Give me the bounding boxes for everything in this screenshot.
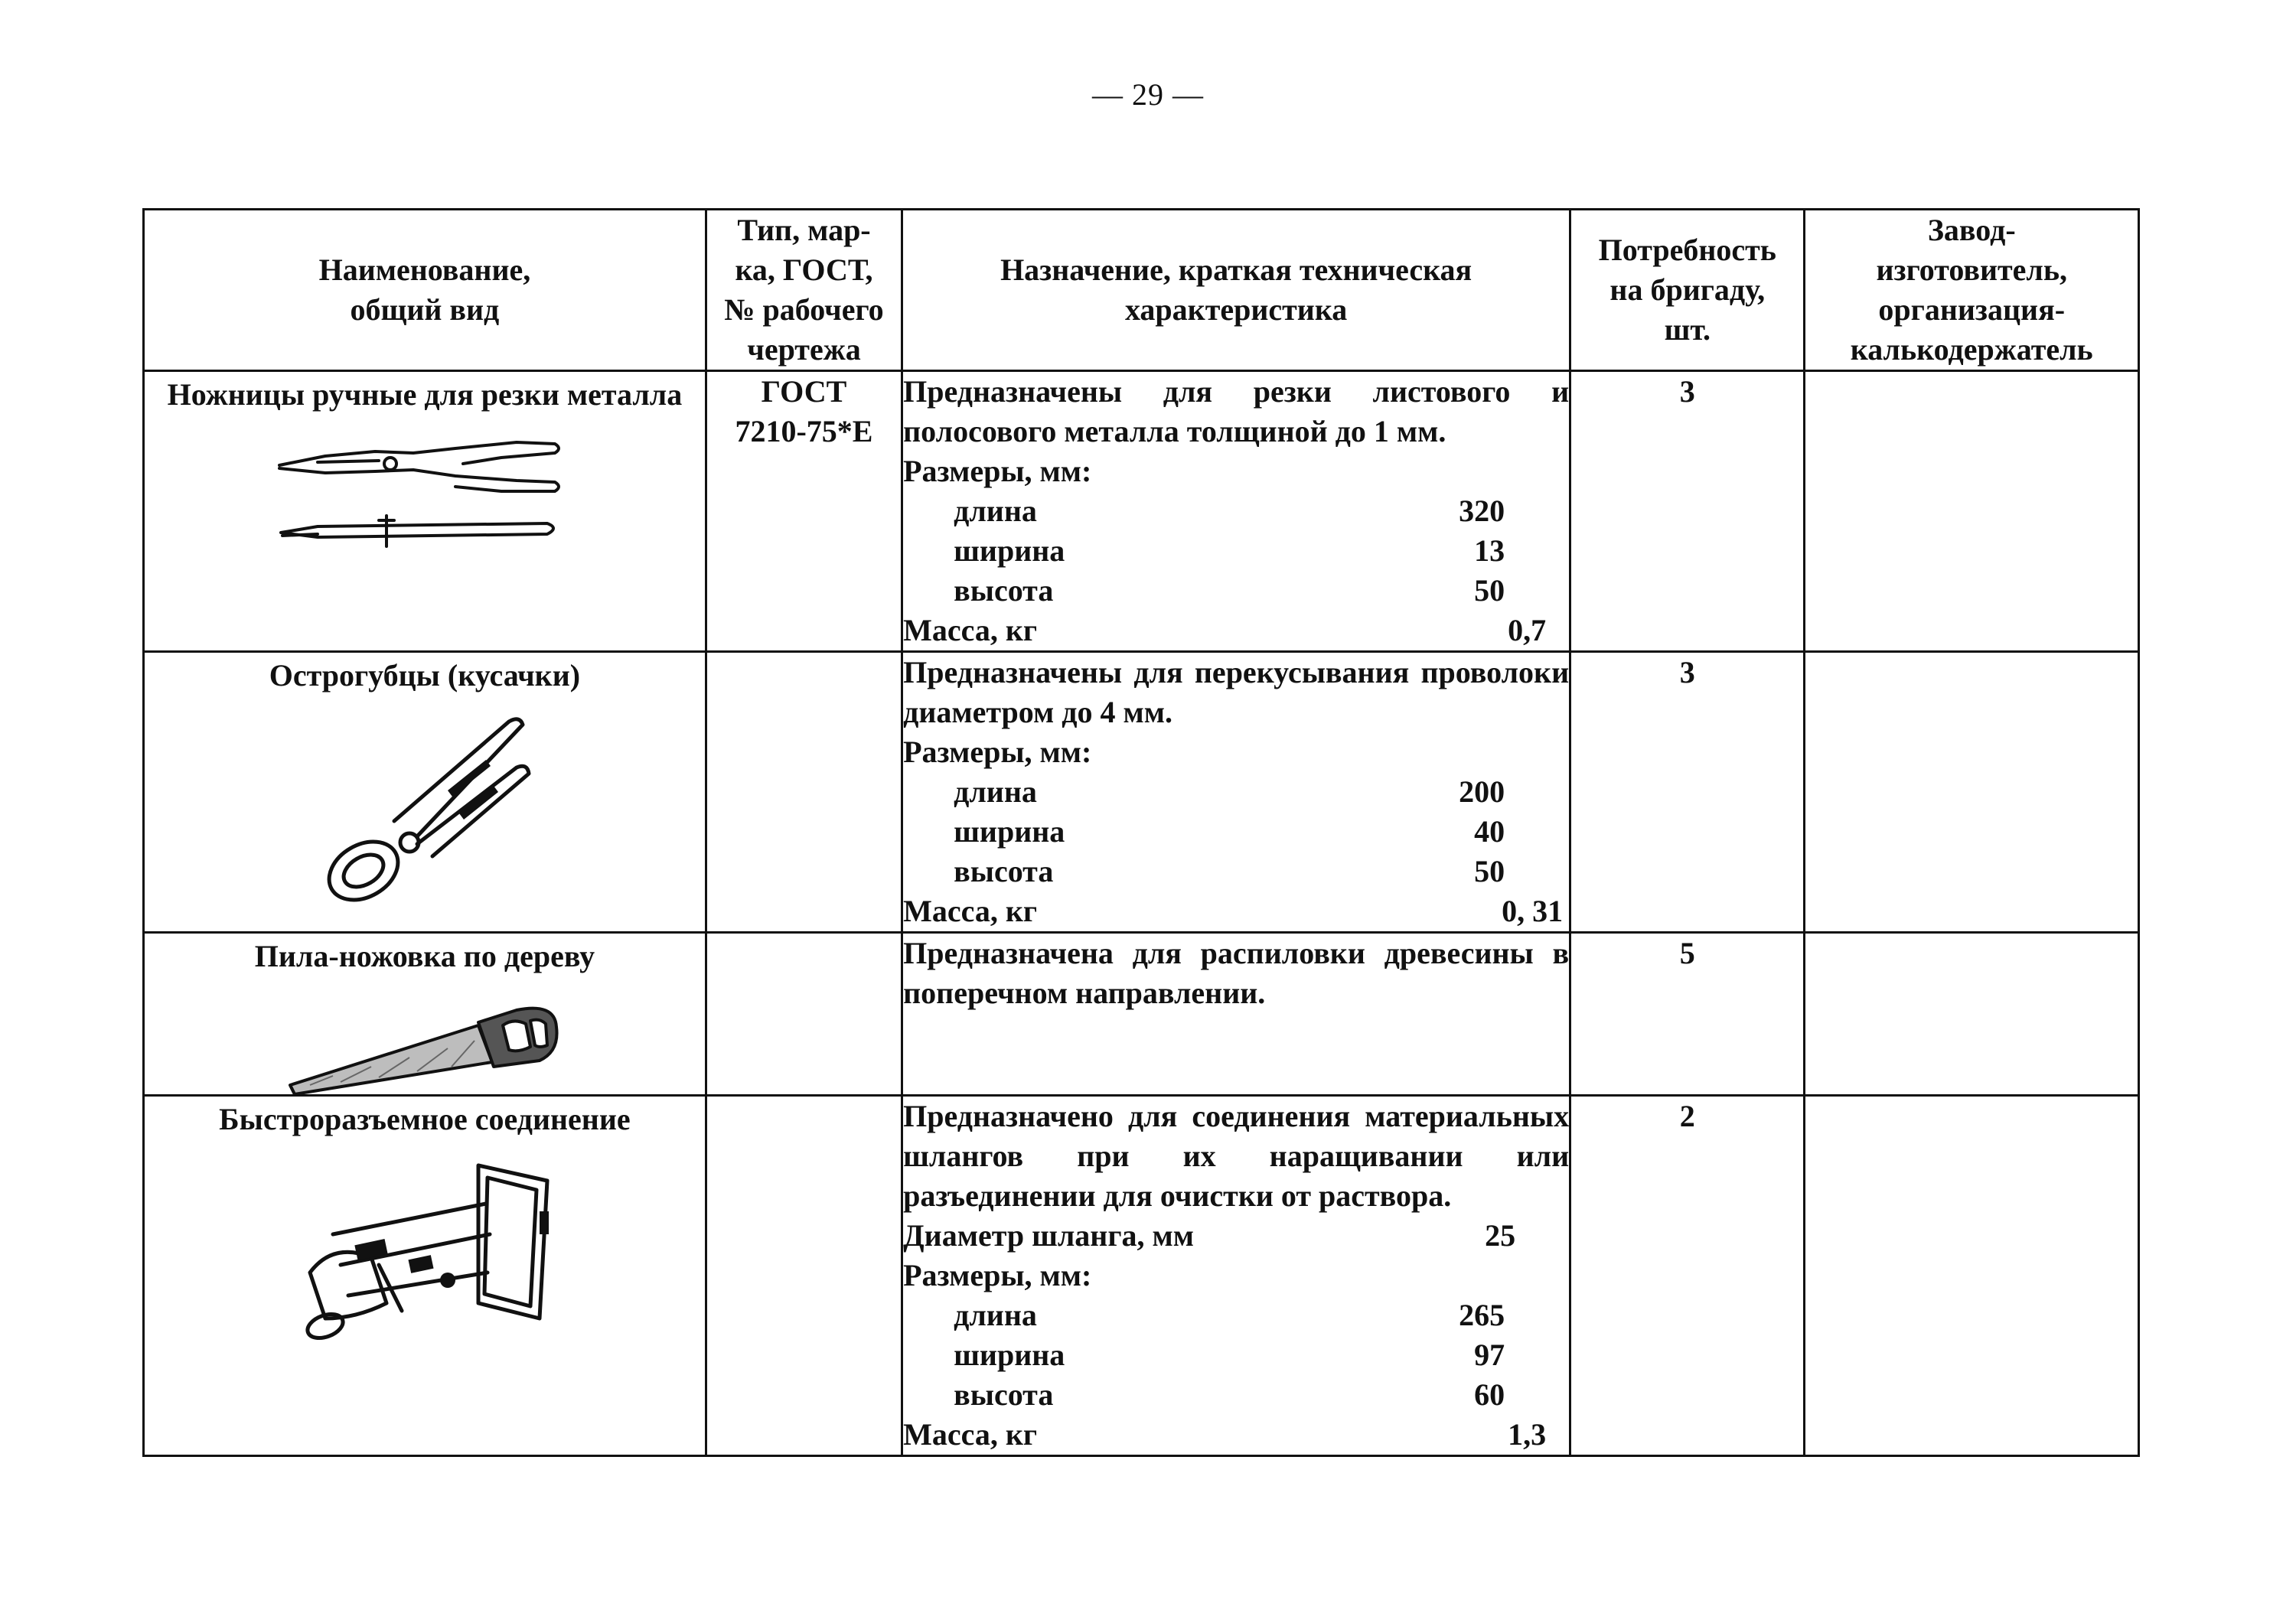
cell-description <box>902 652 1570 933</box>
equipment-table <box>142 208 2140 1457</box>
table-row-cutters <box>144 652 2139 933</box>
length-label: длина <box>954 494 1037 528</box>
height-label: высота <box>954 1377 1054 1412</box>
diameter-line <box>903 1216 1569 1256</box>
cell-type <box>706 1096 902 1456</box>
sizes-label: Размеры, мм: <box>903 454 1092 488</box>
cell-type <box>706 652 902 933</box>
table-row-coupling <box>144 1096 2139 1456</box>
width-line <box>903 812 1569 852</box>
sizes-label: Размеры, мм: <box>903 1258 1092 1292</box>
height-value: 50 <box>1474 854 1505 888</box>
cell-manufacturer <box>1805 1096 2139 1456</box>
cell-name <box>144 933 706 1096</box>
cell-manufacturer <box>1805 652 2139 933</box>
cell-need: 2 <box>1570 1096 1805 1456</box>
item-name: Ножницы ручные для резки металла <box>167 377 683 412</box>
quick-coupling-illustration <box>287 1150 563 1349</box>
length-value: 200 <box>1459 774 1505 809</box>
cell-description <box>902 371 1570 652</box>
height-value: 50 <box>1474 573 1505 608</box>
width-label: ширина <box>954 814 1065 849</box>
width-label: ширина <box>954 1338 1065 1372</box>
mass-line <box>903 1415 1569 1455</box>
cell-need: 3 <box>1570 371 1805 652</box>
cell-type: ГОСТ 7210-75*Е <box>706 371 902 652</box>
width-label: ширина <box>954 533 1065 568</box>
description-text: Предназначены для перекусывания проволоки диаметром до 4 мм. <box>903 655 1570 729</box>
hand-saw-illustration <box>287 987 563 1094</box>
table-row-saw <box>144 933 2139 1096</box>
item-name: Острогубцы (кусачки) <box>269 658 581 693</box>
width-line <box>903 1335 1569 1375</box>
height-line <box>903 571 1569 611</box>
mass-label: Масса, кг <box>903 613 1038 647</box>
header-manufacturer: Завод- изготовитель, организация- калькодержатель <box>1805 210 2139 371</box>
header-need: Потребность на бригаду, шт. <box>1570 210 1805 371</box>
width-value: 40 <box>1474 814 1505 849</box>
description-text: Предназначена для распиловки древесины в поперечном направлении. <box>903 936 1570 1010</box>
cell-name <box>144 652 706 933</box>
description-text: Предназначено для соединения материальных шлангов при их наращивании или разъединении для очистки от раствора. <box>903 1099 1570 1213</box>
length-label: длина <box>954 774 1037 809</box>
header-description: Назначение, краткая техническая характеристика <box>902 210 1570 371</box>
cell-need: 3 <box>1570 652 1805 933</box>
cell-description <box>902 1096 1570 1456</box>
mass-line <box>903 891 1569 931</box>
cell-need: 5 <box>1570 933 1805 1096</box>
height-line <box>903 852 1569 891</box>
length-value: 320 <box>1459 494 1505 528</box>
metal-shears-illustration <box>272 425 578 556</box>
end-cutting-pliers-illustration <box>302 706 547 905</box>
width-line <box>903 531 1569 571</box>
height-line <box>903 1375 1569 1415</box>
cell-description <box>902 933 1570 1096</box>
table-header-row <box>144 210 2139 371</box>
length-line <box>903 491 1569 531</box>
cell-type <box>706 933 902 1096</box>
mass-value: 0,7 <box>1508 613 1547 647</box>
cell-name <box>144 371 706 652</box>
cell-name <box>144 1096 706 1456</box>
diameter-value: 25 <box>1485 1218 1516 1253</box>
cell-manufacturer <box>1805 371 2139 652</box>
header-name: Наименование, общий вид <box>144 210 706 371</box>
width-value: 13 <box>1474 533 1505 568</box>
mass-value: 1,3 <box>1508 1417 1547 1452</box>
page-number: — 29 — <box>1092 77 1204 112</box>
description-text: Предназначены для резки листового и полосового металла толщиной до 1 мм. <box>903 374 1570 448</box>
mass-line <box>903 611 1569 650</box>
sizes-label: Размеры, мм: <box>903 735 1092 769</box>
diameter-label: Диаметр шланга, мм <box>903 1218 1194 1253</box>
length-line <box>903 1295 1569 1335</box>
mass-label: Масса, кг <box>903 894 1038 928</box>
mass-value: 0, 31 <box>1502 894 1564 928</box>
height-value: 60 <box>1474 1377 1505 1412</box>
length-value: 265 <box>1459 1298 1505 1332</box>
mass-label: Масса, кг <box>903 1417 1038 1452</box>
item-name: Быстроразъемное соединение <box>219 1102 631 1136</box>
header-type: Тип, мар- ка, ГОСТ, № рабочего чертежа <box>706 210 902 371</box>
height-label: высота <box>954 573 1054 608</box>
height-label: высота <box>954 854 1054 888</box>
cell-manufacturer <box>1805 933 2139 1096</box>
table-row-shears <box>144 371 2139 652</box>
length-label: длина <box>954 1298 1037 1332</box>
item-name: Пила-ножовка по дереву <box>254 939 595 973</box>
length-line <box>903 772 1569 812</box>
width-value: 97 <box>1474 1338 1505 1372</box>
